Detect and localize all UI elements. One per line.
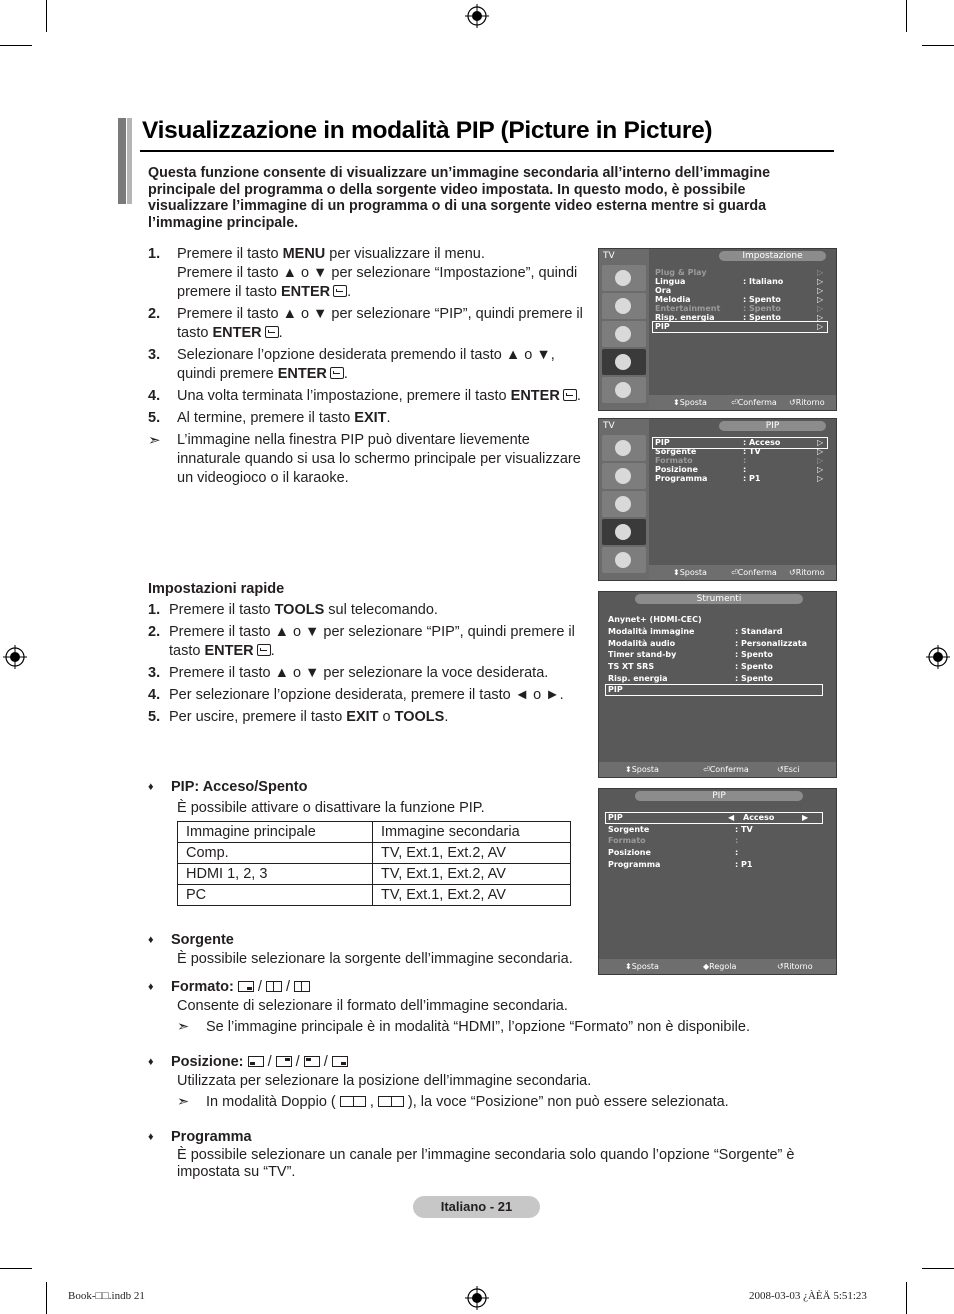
setup-icon <box>602 349 646 375</box>
osd-header: PIP <box>719 421 826 431</box>
osd-row: Programma : P1 ▷ <box>655 474 824 483</box>
bullet-diamond-icon: ♦ <box>148 934 154 946</box>
format-small-icon <box>238 981 254 992</box>
crop-mark <box>922 1268 954 1269</box>
osd-header: PIP <box>635 791 803 801</box>
position-top-left-icon <box>304 1056 320 1067</box>
channel-icon <box>602 321 646 347</box>
step-5 <box>148 409 593 428</box>
quick-step-1: 1. Premere il tasto TOOLS sul telecomando. <box>148 602 438 618</box>
page-number-badge: Italiano - 21 <box>413 1196 540 1218</box>
enter-icon <box>257 644 271 656</box>
osd-row: PIP ◀ Acceso ▶ <box>608 813 809 822</box>
input-icon <box>602 547 646 573</box>
osd-settings-menu <box>598 248 837 411</box>
input-icon <box>602 377 646 403</box>
bullet-posizione: ♦ Posizione: / / / Utilizzata per selezionare la posizione dell’immagine secondaria. ➣ In modalità Doppio ( , ), la voce “Posizione” non può essere selezionata. <box>148 1053 808 1112</box>
step-2: 2. Premere il tasto ▲ o ▼ per selezionare “PIP”, quindi premere il tasto ENTER . <box>148 306 583 341</box>
print-footer-left: Book-□□.indb 21 <box>68 1290 145 1302</box>
steps-list <box>148 245 593 491</box>
quick-step-5: 5. Per uscire, premere il tasto EXIT o TOOLS. <box>148 709 449 725</box>
osd-row: Formato : ▷ <box>655 456 824 465</box>
step-text: Premere il tasto ▲ o ▼ per selezionare “PIP”, quindi premere il tasto <box>177 306 583 341</box>
bullet-diamond-icon: ♦ <box>148 1056 154 1068</box>
registration-mark-icon <box>465 4 489 28</box>
quick-settings <box>148 580 593 730</box>
note-arrow-icon: ➣ <box>177 1019 190 1035</box>
position-bottom-left-icon <box>248 1056 264 1067</box>
key-label: ENTER <box>510 388 560 404</box>
bullet-diamond-icon: ♦ <box>148 981 154 993</box>
osd-footer: ⬍ Sposta ⏎ Conferma ↺ Ritorno <box>649 565 836 580</box>
osd-footer: ⬍ Sposta ◆ Regola ↺ Ritorno <box>599 959 836 974</box>
osd-selection-highlight <box>605 812 823 824</box>
picture-icon <box>602 265 646 291</box>
osd-row: Posizione : ▷ <box>655 465 824 474</box>
bullet-title: Posizione: <box>171 1054 244 1070</box>
sound-icon <box>602 463 646 489</box>
bullet-desc: Consente di selezionare il formato dell’immagine secondaria. <box>177 998 568 1014</box>
osd-row: PIP <box>608 685 623 694</box>
osd-selection-highlight <box>605 684 823 696</box>
bullet-sorgente <box>148 931 608 969</box>
crop-mark <box>46 0 47 32</box>
key-label: ENTER <box>277 366 327 382</box>
intro-paragraph: Questa funzione consente di visualizzare un’immagine secondaria all’interno dell’immagine principale del programma o della sorgente video impostata. In questo modo, è possibile visualizzare l’immagine di un programma o di una sorgente video esterna mentre si guarda l’immagine principale. <box>148 165 771 231</box>
osd-header: Strumenti <box>635 594 803 604</box>
osd-row: Formato : <box>608 836 739 845</box>
table-row: HDMI 1, 2, 3 TV, Ext.1, Ext.2, AV <box>178 864 571 885</box>
enter-icon <box>563 389 577 401</box>
step-text: Premere il tasto ▲ o ▼ per selezionare “Impostazione”, quindi premere il tasto <box>177 265 578 300</box>
step-number: 1. <box>148 246 161 262</box>
step-number: 5. <box>148 410 161 426</box>
picture-icon <box>602 435 646 461</box>
bullet-title: PIP: Acceso/Spento <box>171 779 308 795</box>
key-label: EXIT <box>354 410 387 426</box>
note-arrow-icon: ➣ <box>148 432 161 449</box>
osd-row: Risp. energia : Spento <box>608 674 773 683</box>
bullet-pip <box>148 778 588 818</box>
quick-step-4: 4. Per selezionare l’opzione desiderata, premere il tasto ◄ o ►. <box>148 687 564 703</box>
osd-tools-menu <box>598 591 837 778</box>
osd-row: Risp. energia : Spento ▷ <box>655 313 824 322</box>
position-top-right-icon <box>276 1056 292 1067</box>
step-number: 2. <box>148 306 161 322</box>
osd-row: Ora ▷ <box>655 286 824 295</box>
crop-mark <box>46 1282 47 1314</box>
osd-row: Melodia : Spento ▷ <box>655 295 824 304</box>
bullet-programma <box>148 1128 828 1181</box>
osd-row: TS XT SRS : Spento <box>608 662 773 671</box>
section-heading: Impostazioni rapide <box>148 581 285 597</box>
osd-footer: ⬍ Sposta ⏎ Conferma ↺ Esci <box>599 762 836 777</box>
bullet-desc: È possibile selezionare un canale per l’immagine secondaria solo quando l’opzione “Sorgente” è impostata su “TV”. <box>177 1147 795 1180</box>
page-title: Visualizzazione in modalità PIP (Picture in Picture) <box>142 117 713 144</box>
step-4: 4. Una volta terminata l’impostazione, premere il tasto ENTER . <box>148 388 581 404</box>
key-label: ENTER <box>280 284 331 300</box>
note-item <box>148 1018 808 1037</box>
step-number: 3. <box>148 347 161 363</box>
key-label: ENTER <box>212 325 262 341</box>
key-label: MENU <box>282 246 326 262</box>
registration-mark-icon <box>465 1286 489 1310</box>
osd-footer: ⬍ Sposta ⏎ Conferma ↺ Ritorno <box>649 395 836 410</box>
registration-mark-icon <box>926 645 950 669</box>
quick-step-3: 3. Premere il tasto ▲ o ▼ per selezionare la voce desiderata. <box>148 665 549 681</box>
osd-selection-highlight <box>652 321 828 333</box>
step-text: Premere il tasto <box>177 246 283 262</box>
table-row: PC TV, Ext.1, Ext.2, AV <box>178 885 571 906</box>
registration-mark-icon <box>3 645 27 669</box>
osd-row: Sorgente : TV <box>608 825 753 834</box>
note-text: Se l’immagine principale è in modalità “HDMI”, l’opzione “Formato” non è disponibile. <box>206 1019 750 1035</box>
bullet-title: Programma <box>171 1129 252 1145</box>
step-text: per visualizzare il menu. <box>325 246 485 262</box>
note-item: ➣ In modalità Doppio ( , ), la voce “Posizione” non può essere selezionata. <box>177 1094 729 1110</box>
dual-mode-wide-icon <box>378 1096 404 1107</box>
title-divider <box>140 150 834 152</box>
osd-row: Programma : P1 <box>608 860 753 869</box>
bullet-title: Formato: <box>171 979 234 995</box>
step-text: Selezionare l’opzione desiderata premendo il tasto ▲ o ▼, quindi premere <box>177 347 555 382</box>
osd-row: PIP : Acceso ▷ <box>655 438 824 447</box>
osd-row: Anynet+ (HDMI-CEC) <box>608 615 702 624</box>
osd-row: Entertainment : Spento ▷ <box>655 304 824 313</box>
osd-row: Lingua : Italiano ▷ <box>655 277 824 286</box>
note-arrow-icon: ➣ <box>177 1094 190 1110</box>
dual-mode-icon <box>340 1096 366 1107</box>
step-1: 1. Premere il tasto MENU per visualizzare il menu. Premere il tasto ▲ o ▼ per selezionare “Impostazione”, quindi premere il tasto ENTER . <box>148 246 578 300</box>
crop-mark <box>0 1268 32 1269</box>
osd-row: PIP ▷ <box>655 322 824 331</box>
osd-selection-highlight <box>652 437 828 449</box>
osd-source-label: TV <box>603 251 615 261</box>
crop-mark <box>922 45 954 46</box>
step-text: . <box>386 410 391 426</box>
format-dual-icon <box>294 981 310 992</box>
channel-icon <box>602 491 646 517</box>
note-item <box>148 431 593 488</box>
osd-row: Modalità audio : Personalizzata <box>608 639 807 648</box>
osd-pip-tools-menu <box>598 788 837 975</box>
pip-source-table <box>177 821 571 906</box>
bullet-title: Sorgente <box>171 932 234 948</box>
title-accent-bar <box>127 118 132 204</box>
bullet-desc: È possibile attivare o disattivare la funzione PIP. <box>177 800 485 816</box>
print-footer-right: 2008-03-03 ¿ÀÈÄ 5:51:23 <box>749 1290 867 1302</box>
step-number: 4. <box>148 388 161 404</box>
enter-icon <box>265 326 279 338</box>
format-dual-wide-icon <box>266 981 282 992</box>
step-text: Una volta terminata l’impostazione, premere il tasto <box>177 388 511 404</box>
osd-pip-menu <box>598 418 837 581</box>
enter-icon <box>333 285 347 297</box>
quick-step-2: 2. Premere il tasto ▲ o ▼ per selezionare “PIP”, quindi premere il tasto ENTER . <box>148 624 575 659</box>
osd-source-label: TV <box>603 421 615 431</box>
osd-row: Posizione : <box>608 848 739 857</box>
position-bottom-right-icon <box>332 1056 348 1067</box>
bullet-diamond-icon: ♦ <box>148 781 154 793</box>
osd-row: Sorgente : TV ▷ <box>655 447 824 456</box>
osd-sidebar <box>599 419 649 580</box>
osd-sidebar <box>599 249 649 410</box>
osd-row: Timer stand-by : Spento <box>608 650 773 659</box>
bullet-formato: ♦ Formato: / / Consente di selezionare il formato dell’immagine secondaria. ➣ Se l’immagine principale è in modalità “HDMI”, l’opzione “Formato” non è disponibile. <box>148 978 808 1037</box>
osd-row: Plug & Play ▷ <box>655 268 824 277</box>
step-text: Al termine, premere il tasto <box>177 410 355 426</box>
osd-header: Impostazione <box>719 251 826 261</box>
osd-row: Modalità immagine : Standard <box>608 627 783 636</box>
crop-mark <box>906 0 907 32</box>
note-text: L’immagine nella finestra PIP può diventare lievemente innaturale quando si usa lo schermo principale per visualizzare un videogioco o il karaoke. <box>177 432 581 486</box>
sound-icon <box>602 293 646 319</box>
bullet-desc: È possibile selezionare la sorgente dell’immagine secondaria. <box>177 951 573 967</box>
bullet-desc: Utilizzata per selezionare la posizione dell’immagine secondaria. <box>177 1073 592 1089</box>
enter-icon <box>330 367 344 379</box>
table-row: Immagine principale Immagine secondaria <box>178 822 571 843</box>
bullet-diamond-icon: ♦ <box>148 1131 154 1143</box>
step-3: 3. Selezionare l’opzione desiderata premendo il tasto ▲ o ▼, quindi premere ENTER . <box>148 347 555 382</box>
table-row: Comp. TV, Ext.1, Ext.2, AV <box>178 843 571 864</box>
crop-mark <box>0 45 32 46</box>
title-accent-bar <box>118 118 126 204</box>
setup-icon <box>602 519 646 545</box>
crop-mark <box>906 1282 907 1314</box>
